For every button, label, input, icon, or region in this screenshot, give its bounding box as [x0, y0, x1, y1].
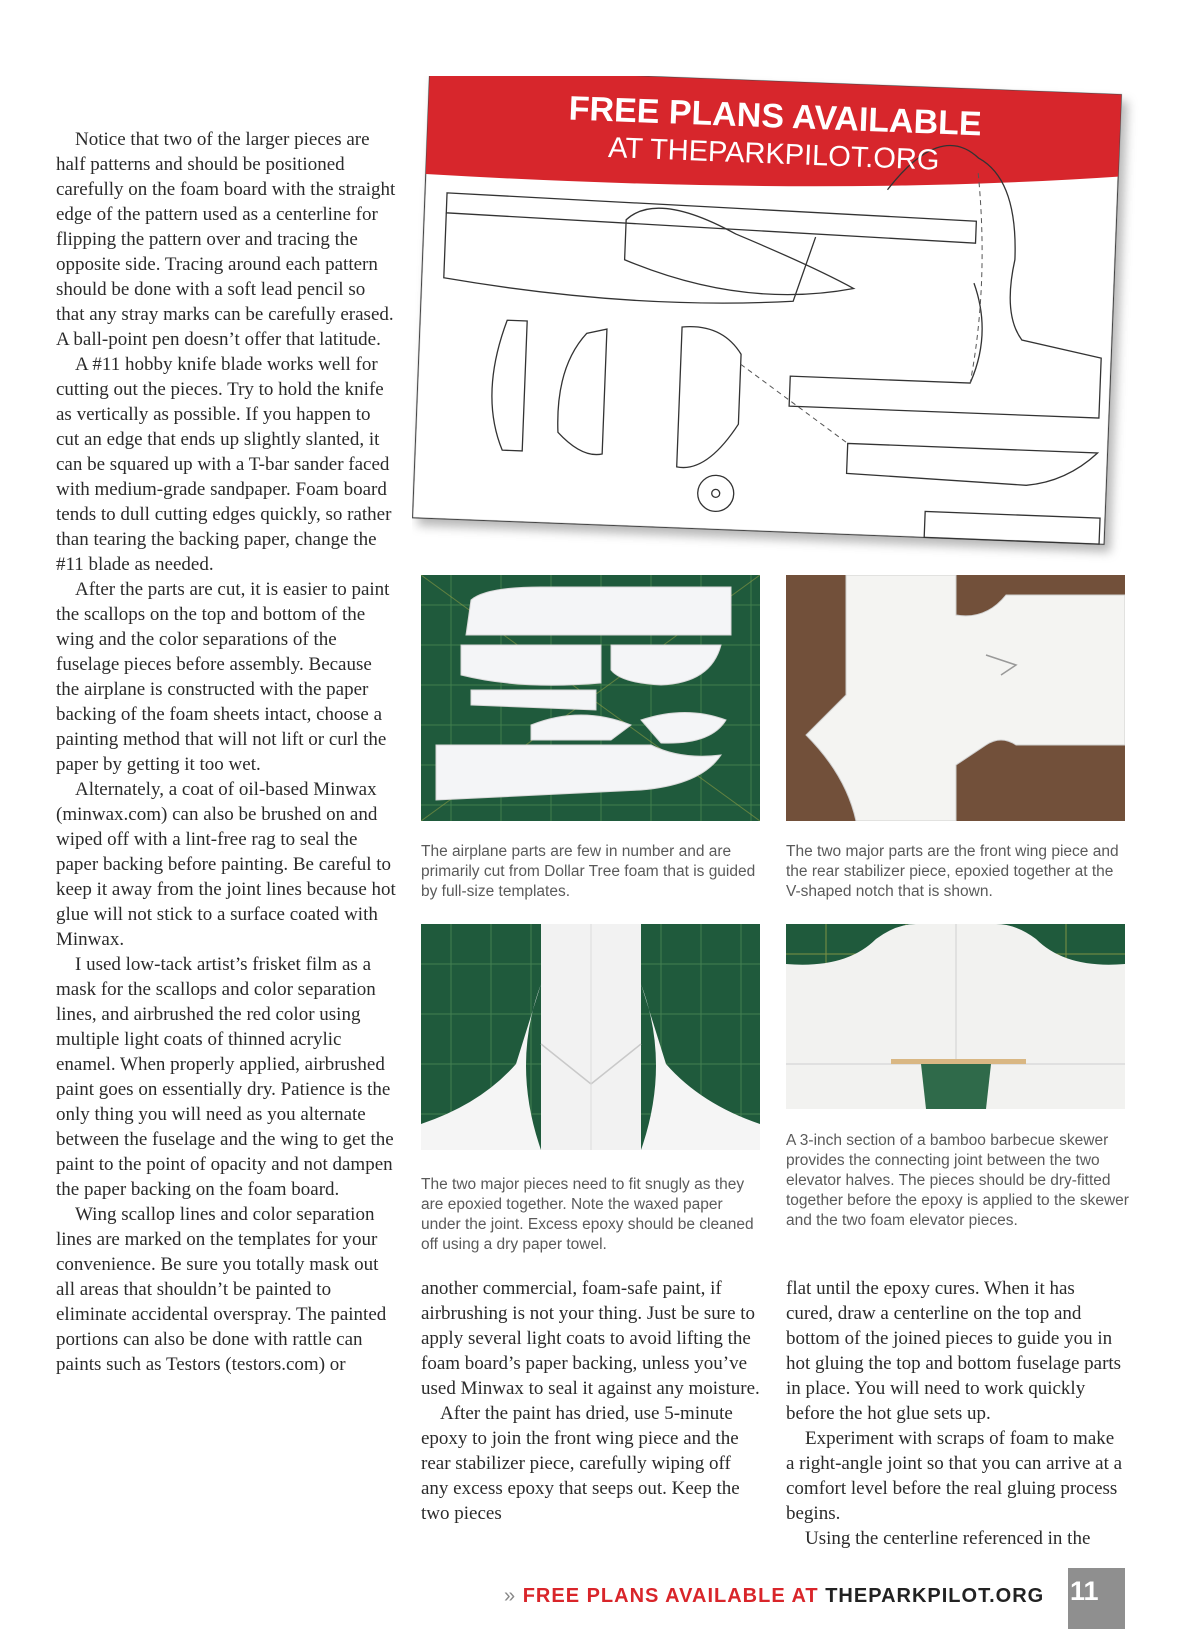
footer-promo-text: FREE PLANS AVAILABLE AT: [522, 1585, 819, 1607]
page-footer: [0, 1568, 1200, 1629]
photo-caption: The airplane parts are few in number and are primarily cut from Dollar Tree foam that is guided by full-size templates.: [421, 843, 756, 900]
banner-title: FREE PLANS AVAILABLE: [568, 89, 983, 144]
paragraph: Using the centerline referenced in the: [805, 1528, 1091, 1549]
banner-url: AT THEPARKPILOT.ORG: [607, 132, 940, 177]
paragraph: I used low-tack artist’s frisket film as a mask for the scallops and color separation lines, and airbrushed the red color using multiple light coats of thinned acrylic enamel. When properly applied, airbrushed paint goes on essentially dry. Patience is the only thing you will need as you alternate between the fuselage and the wing to get the paint to the point of opacity and not dampen the paper backing on the foam board.: [56, 954, 394, 1200]
photo-skewer-joint: [786, 924, 1125, 1109]
photo-cut-parts: [421, 575, 760, 821]
article-column-3: [786, 1276, 1126, 1551]
paragraph: Wing scallop lines and color separation lines are marked on the templates for your convenience. Be sure you totally mask out all areas that shouldn’t be painted to eliminate accidental overspray. The painted portions can also be done with rattle can paints such as Testors (testors.com) or: [56, 1204, 387, 1375]
paragraph: another commercial, foam-safe paint, if airbrushing is not your thing. Just be sure to apply several light coats to avoid lifting the foam board’s paper backing, unless you’ve used Minwax to seal it against any moisture.: [421, 1278, 760, 1399]
photo-wing-stabilizer: [786, 575, 1125, 821]
photo-caption: A 3-inch section of a bamboo barbecue skewer provides the connecting joint between the two elevator halves. The pieces should be dry-fitted together before the epoxy is applied to the skewer and the two foam elevator pieces.: [786, 1132, 1129, 1229]
paragraph: After the paint has dried, use 5-minute epoxy to join the front wing piece and the rear stabilizer piece, carefully wiping off any excess epoxy that seeps out. Keep the two pieces: [421, 1403, 740, 1524]
photo-caption: The two major pieces need to fit snugly as they are epoxied together. Note the waxed paper under the joint. Excess epoxy should be cleaned off using a dry paper towel.: [421, 1176, 754, 1253]
article-column-2: [421, 1276, 761, 1526]
footer-promo: [504, 1585, 1044, 1608]
paragraph: flat until the epoxy cures. When it has cured, draw a centerline on the top and bottom of the joined pieces to guide you in hot gluing the top and bottom fuselage parts in place. You will need to work quickly before the hot glue sets up.: [786, 1278, 1122, 1424]
footer-url: THEPARKPILOT.ORG: [825, 1585, 1045, 1607]
photo-caption: The two major parts are the front wing piece and the rear stabilizer piece, epoxied together at the V-shaped notch that is shown.: [786, 843, 1119, 900]
article-column-1: [56, 127, 396, 1377]
paragraph: Alternately, a coat of oil-based Minwax (minwax.com) can also be brushed on and wiped off with a lint-free rag to seal the paper backing before painting. Be careful to keep it away from the joint lines because hot glue will not stick to a surface coated with Minwax.: [56, 779, 396, 950]
page-number: 11: [1070, 1576, 1099, 1606]
paragraph: Notice that two of the larger pieces are half patterns and should be positioned carefully on the foam board with the straight edge of the pattern used as a centerline for flipping the pattern over and tracing the opposite side. Tracing around each pattern should be done with a soft lead pencil so that any stray marks can be carefully erased. A ball-point pen doesn’t offer that latitude.: [56, 129, 396, 350]
plans-template-sheet: [412, 76, 1162, 586]
paragraph: After the parts are cut, it is easier to paint the scallops on the top and bottom of the wing and the color separations of the fuselage pieces before assembly. Because the airplane is constructed with the paper backing of the foam sheets intact, choose a painting method that will not lift or curl the paper by getting it too wet.: [56, 579, 390, 775]
paragraph: Experiment with scraps of foam to make a right-angle joint so that you can arrive at a comfort level before the real gluing process begins.: [786, 1428, 1123, 1524]
photo-joint-fit: [421, 924, 760, 1150]
footer-arrow-icon: »: [504, 1585, 517, 1607]
paragraph: A #11 hobby knife blade works well for cutting out the pieces. Try to hold the knife as vertically as possible. If you happen to cut an edge that ends up slightly slanted, it can be squared up with a T-bar sander faced with medium-grade sandpaper. Foam board tends to dull cutting edges quickly, so rather than tearing the backing paper, change the #11 blade as needed.: [56, 354, 392, 575]
